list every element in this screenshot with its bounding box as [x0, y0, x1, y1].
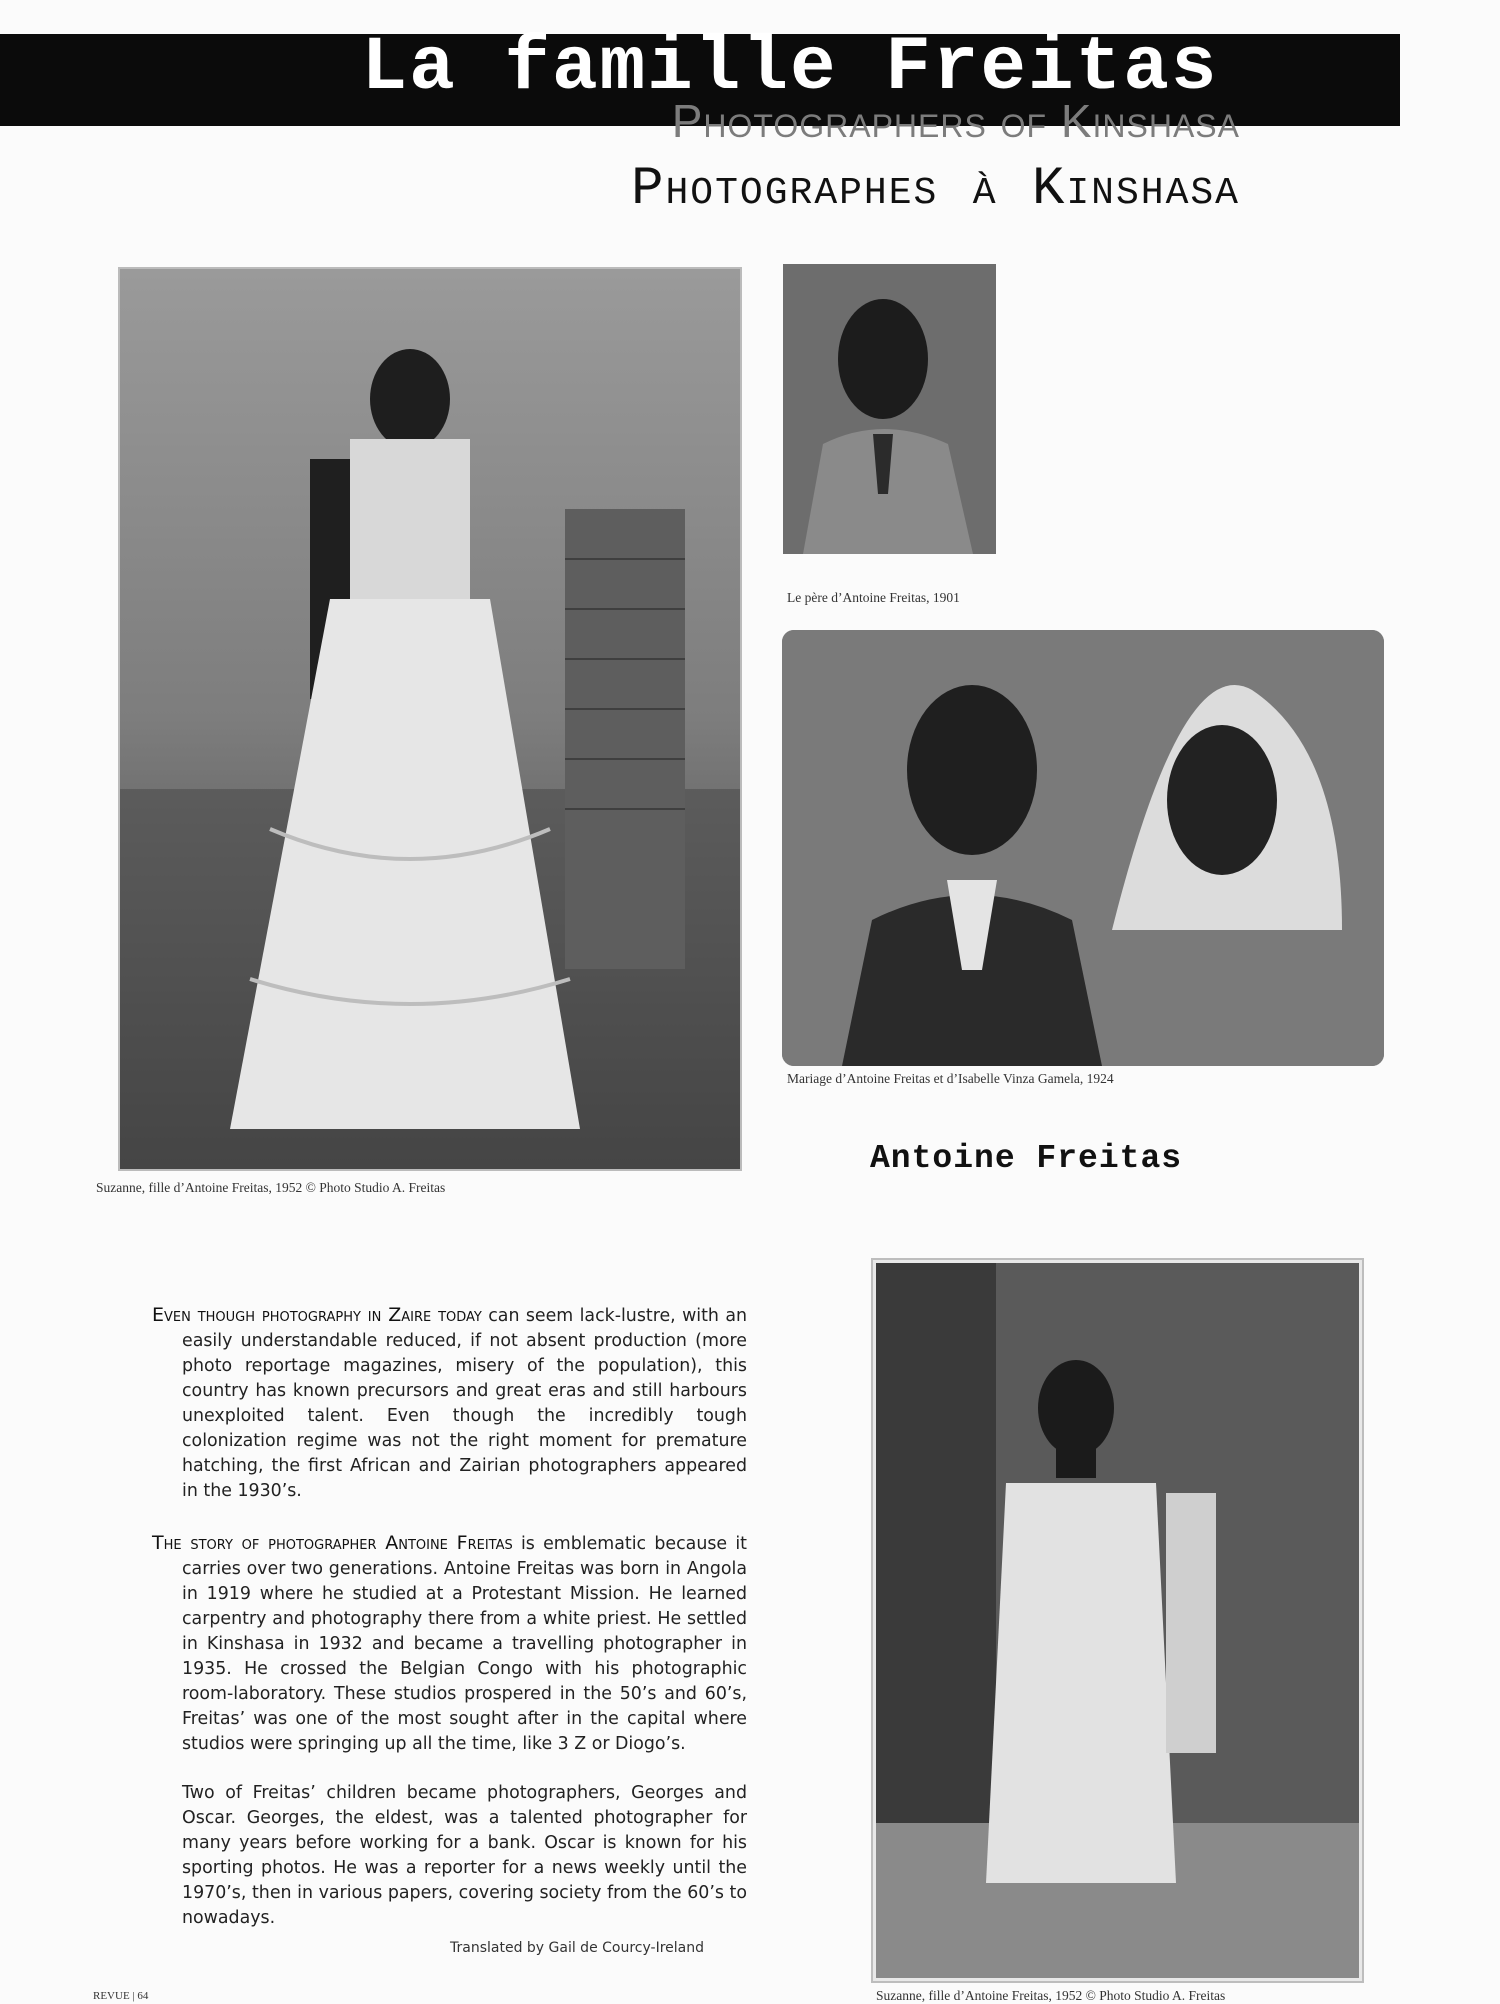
subtitle-english: Photographers of Kinshasa	[671, 95, 1240, 147]
photo-suzanne-standing	[118, 267, 742, 1171]
paragraph-1-lead: Even though photography in Zaire today	[152, 1304, 482, 1326]
caption-wedding: Mariage d’Antoine Freitas et d’Isabelle Vinza Gamela, 1924	[787, 1071, 1114, 1086]
caption-suzanne-standing: Suzanne, fille d’Antoine Freitas, 1952 © Photo Studio A. Freitas	[96, 1180, 446, 1195]
paragraph-3-body: Two of Freitas’ children became photographers, Georges and Oscar. Georges, the eldest, was a talented photographer for many years before working for a bank. Oscar is known for his sporting photos. He was a reporter for a news weekly until the 1970’s, then in various papers, covering society from the 60’s to nowadays.	[182, 1783, 747, 1928]
magazine-name: REVUE	[93, 1990, 130, 2002]
page-number: 64	[137, 1990, 149, 2002]
photo-father	[783, 264, 996, 554]
photo-wedding	[782, 630, 1384, 1066]
paragraph-2-lead: The story of photographer Antoine Freitas	[152, 1532, 513, 1554]
article-paragraph-3	[182, 1781, 747, 1931]
caption-suzanne-seated: Suzanne, fille d’Antoine Freitas, 1952 © Photo Studio A. Freitas	[876, 1988, 1226, 2003]
article-paragraph-1	[152, 1303, 747, 1504]
paragraph-1-body: can seem lack-lustre, with an easily understandable reduced, if not absent production (more photo reportage magazines, misery of the population), this country has known precursors and great eras and still harbours unexploited talent. Even though the incredibly tough colonization regime was not the right moment for premature hatching, the first African and Zairian photographers appeared in the 1930’s.	[182, 1306, 747, 1501]
page-title: La famille Freitas	[361, 25, 1219, 111]
photo-suzanne-seated	[873, 1260, 1362, 1981]
paragraph-2-body: is emblematic because it carries over two generations. Antoine Freitas was born in Angola in 1919 where he studied at a Protestant Mission. He learned carpentry and photography there from a white priest. He settled in Kinshasa in 1932 and became a travelling photographer in 1935. He crossed the Belgian Congo with his photographic room-laboratory. These studios prospered in the 50’s and 60’s, Freitas’ was one of the most sought after in the capital where studios were springing up all the time, like 3 Z or Diogo’s.	[182, 1534, 747, 1754]
article-paragraph-2	[152, 1531, 747, 1757]
caption-father: Le père d’Antoine Freitas, 1901	[787, 590, 960, 605]
subtitle-french: Photographes à Kinshasa	[631, 159, 1240, 220]
translator-credit: Translated by Gail de Courcy-Ireland	[450, 1940, 705, 1956]
section-heading: Antoine Freitas	[870, 1140, 1183, 1177]
page-footer: REVUE | 64	[93, 1990, 149, 2002]
